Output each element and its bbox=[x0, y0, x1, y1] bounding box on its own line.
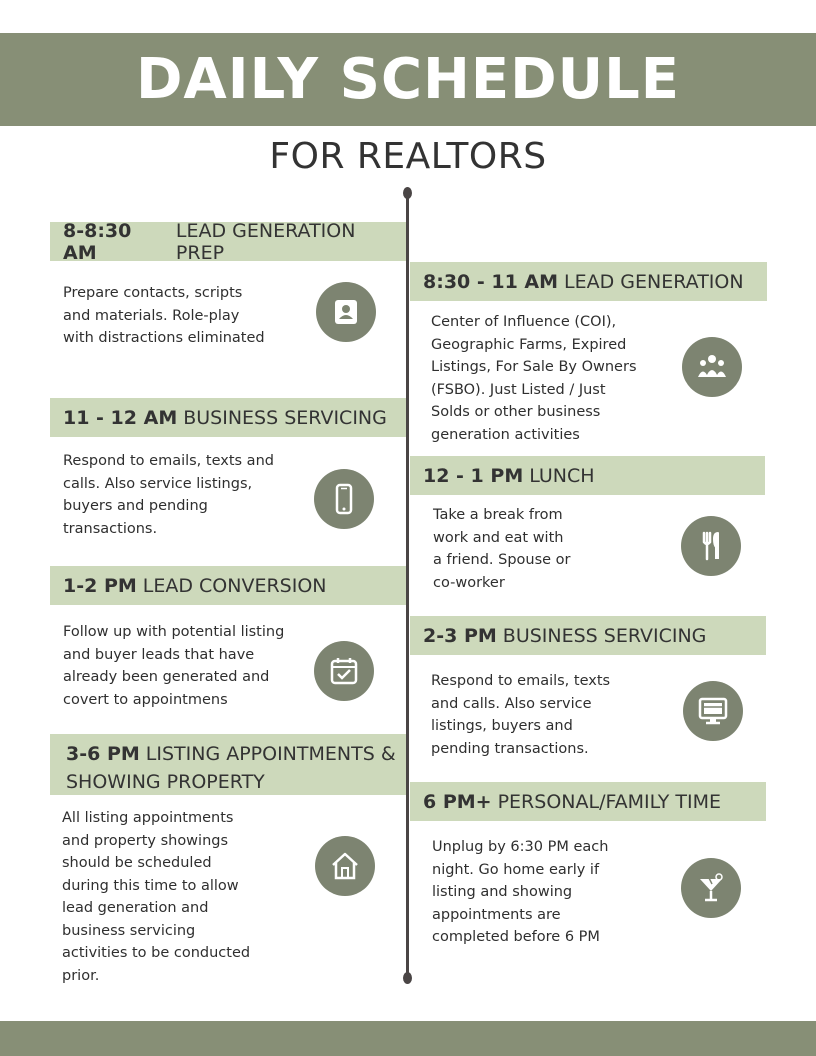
footer-banner bbox=[0, 1021, 816, 1056]
schedule-bar-lead-conversion bbox=[50, 566, 406, 605]
schedule-description: Take a break from work and eat with a friend. Spouse or co-worker bbox=[433, 507, 571, 591]
timeline-top-cap bbox=[403, 187, 412, 199]
schedule-description: Respond to emails, texts and calls. Also service listings, buyers and pending transactions. bbox=[431, 673, 611, 757]
cocktail-icon bbox=[681, 858, 741, 918]
schedule-description: Unplug by 6:30 PM each night. Go home early if listing and showing appointments are completed before 6 PM bbox=[432, 839, 609, 945]
schedule-time: 1-2 PM bbox=[63, 574, 137, 597]
schedule-bar-personal-family-time bbox=[410, 782, 766, 821]
schedule-time: 8-8:30 AM bbox=[63, 219, 132, 264]
schedule-label: LEAD GENERATION bbox=[564, 270, 744, 293]
schedule-bar-lead-generation bbox=[410, 262, 767, 301]
schedule-label: LEAD CONVERSION bbox=[142, 574, 327, 597]
schedule-label: BUSINESS SERVICING bbox=[183, 406, 387, 429]
monitor-icon bbox=[683, 681, 743, 741]
schedule-time: 11 - 12 AM bbox=[63, 406, 178, 429]
schedule-label: BUSINESS SERVICING bbox=[502, 624, 707, 647]
schedule-time: 3-6 PM bbox=[66, 743, 140, 765]
schedule-description: Prepare contacts, scripts and materials. Role-play with distractions eliminated bbox=[63, 285, 265, 346]
schedule-description: Center of Influence (COI), Geographic Farms, Expired Listings, For Sale By Owners (FSBO). Just Listed / Just Solds or other business generation activities bbox=[431, 314, 637, 443]
schedule-bar-business-servicing-am bbox=[50, 398, 406, 437]
schedule-time: 6 PM+ bbox=[423, 790, 492, 813]
schedule-label: PERSONAL/FAMILY TIME bbox=[497, 790, 721, 813]
smartphone-icon bbox=[314, 469, 374, 529]
schedule-description: Follow up with potential listing and buyer leads that have already been generated and covert to appointmens bbox=[63, 624, 285, 708]
schedule-label: LEAD GENERATION PREP bbox=[175, 219, 356, 264]
title-banner bbox=[0, 33, 816, 126]
schedule-description: All listing appointments and property showings should be scheduled during this time to allow lead generation and business servicing activities to be conducted prior. bbox=[62, 810, 251, 984]
page-subtitle: FOR REALTORS bbox=[269, 136, 547, 177]
calendar-check-icon bbox=[314, 641, 374, 701]
schedule-description: Respond to emails, texts and calls. Also service listings, buyers and pending transactions. bbox=[63, 453, 274, 537]
schedule-time: 8:30 - 11 AM bbox=[423, 270, 559, 293]
schedule-bar-business-servicing-pm bbox=[410, 616, 766, 655]
schedule-bar-lead-generation-prep bbox=[50, 219, 406, 264]
schedule-time: 12 - 1 PM bbox=[423, 464, 524, 487]
house-icon bbox=[315, 836, 375, 896]
contact-card-icon bbox=[316, 282, 376, 342]
people-group-icon bbox=[682, 337, 742, 397]
fork-knife-icon bbox=[681, 516, 741, 576]
timeline-bottom-cap bbox=[403, 972, 412, 984]
schedule-bar-listing-appointments bbox=[50, 734, 406, 795]
schedule-label: LUNCH bbox=[529, 464, 595, 487]
timeline-line bbox=[406, 192, 409, 978]
schedule-time: 2-3 PM bbox=[423, 624, 497, 647]
page-title: DAILY SCHEDULE bbox=[135, 47, 681, 112]
schedule-bar-lunch bbox=[410, 456, 765, 495]
schedule-label-line2: SHOWING PROPERTY bbox=[66, 771, 265, 793]
schedule-label: LISTING APPOINTMENTS & bbox=[145, 743, 396, 765]
